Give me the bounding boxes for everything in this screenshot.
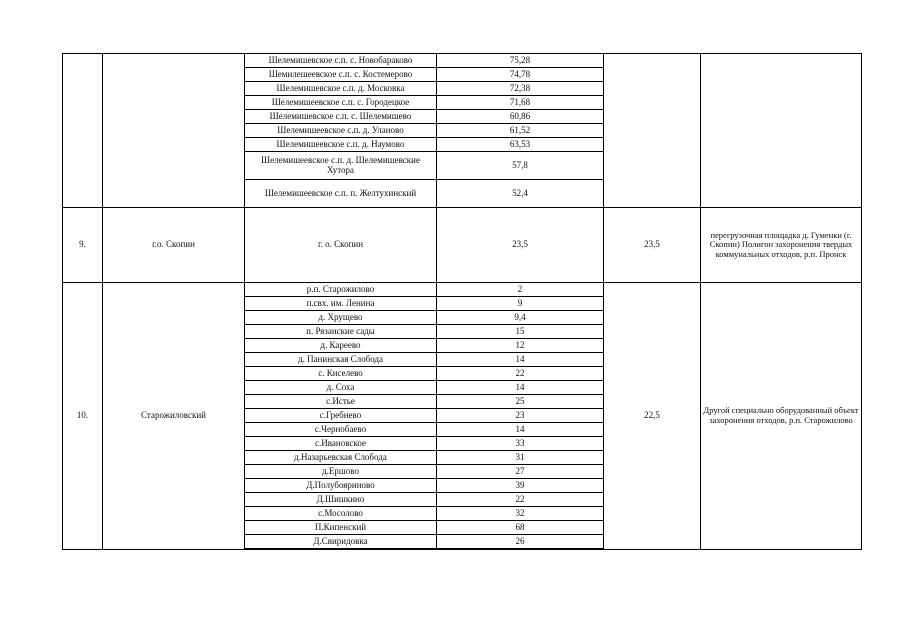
locality-cell: Шелемишеевское с.п. д. Уланово <box>245 124 437 138</box>
distance-cell: 74,78 <box>437 68 604 82</box>
distance-cell: 9,4 <box>437 311 604 325</box>
distance-cell: 71,68 <box>437 96 604 110</box>
locality-cell: с. Киселево <box>245 367 437 381</box>
locality-cell: Д.Полубояриново <box>245 479 437 493</box>
distance-cell: 33 <box>437 437 604 451</box>
locality-cell: д.Назарьевская Слобода <box>245 451 437 465</box>
locality-cell: д.Ершово <box>245 465 437 479</box>
locality-cell: с.Чернобаево <box>245 423 437 437</box>
table-row <box>63 208 862 283</box>
distance-cell: 9 <box>437 297 604 311</box>
average-cell: 23,5 <box>604 208 701 283</box>
locality-cell: г. о. Скопин <box>245 208 437 283</box>
distance-cell: 72,38 <box>437 82 604 96</box>
distance-cell: 31 <box>437 451 604 465</box>
locality-cell: Шемилешеевское с.п. с. Костемерово <box>245 68 437 82</box>
average-cell <box>604 54 701 208</box>
locality-cell: Шелемишевское с.п. с. Новобараково <box>245 54 437 68</box>
locality-cell: с.Ивановское <box>245 437 437 451</box>
distance-cell: 68 <box>437 521 604 535</box>
table-row <box>63 54 862 68</box>
distance-cell: 12 <box>437 339 604 353</box>
locality-cell: с.Истье <box>245 395 437 409</box>
district-cell: Старожиловский <box>103 283 245 550</box>
distance-cell: 14 <box>437 381 604 395</box>
locality-cell: д. Хрущево <box>245 311 437 325</box>
distance-cell: 26 <box>437 535 604 550</box>
number-cell: 10. <box>63 283 103 550</box>
locality-cell: П.Кипенский <box>245 521 437 535</box>
locality-cell: Д.Шишкино <box>245 493 437 507</box>
locality-cell: п. Рязанские сады <box>245 325 437 339</box>
locality-cell: Шелемишевское с.п. д. Московка <box>245 82 437 96</box>
locality-cell: Шелемишеевское с.п. с. Городецкое <box>245 96 437 110</box>
locality-cell: д. Кареево <box>245 339 437 353</box>
number-cell <box>63 54 103 208</box>
distance-cell: 14 <box>437 423 604 437</box>
distance-cell: 22 <box>437 367 604 381</box>
distance-cell: 25 <box>437 395 604 409</box>
locality-cell: Шелемишеевское с.п. д. Шелемишевские Хутора <box>245 152 437 180</box>
locality-cell: Шелемишевское с.п. с. Шелемишево <box>245 110 437 124</box>
distance-cell: 75,28 <box>437 54 604 68</box>
district-cell <box>103 54 245 208</box>
locality-cell: д. Соха <box>245 381 437 395</box>
locality-cell: д. Панинская Слобода <box>245 353 437 367</box>
locality-cell: с.Гребнево <box>245 409 437 423</box>
distance-cell: 2 <box>437 283 604 297</box>
distance-cell: 23 <box>437 409 604 423</box>
distance-cell: 22 <box>437 493 604 507</box>
locality-cell: с.Мосолово <box>245 507 437 521</box>
table-row <box>63 283 862 297</box>
distance-cell: 32 <box>437 507 604 521</box>
locality-cell: Шелемишеевское с.п. п. Желтухинский <box>245 180 437 208</box>
distance-table <box>62 53 862 550</box>
distance-cell: 61,52 <box>437 124 604 138</box>
distance-cell: 39 <box>437 479 604 493</box>
distance-cell: 15 <box>437 325 604 339</box>
locality-cell: р.п. Старожилово <box>245 283 437 297</box>
distance-cell: 52,4 <box>437 180 604 208</box>
district-cell: г.о. Скопин <box>103 208 245 283</box>
locality-cell: п.свх. им. Ленина <box>245 297 437 311</box>
distance-cell: 63,53 <box>437 138 604 152</box>
destination-cell: Другой специально оборудованный объект захоронения отходов, р.п. Старожилово <box>701 283 862 550</box>
destination-cell <box>701 54 862 208</box>
distance-cell: 57,8 <box>437 152 604 180</box>
distance-cell: 23,5 <box>437 208 604 283</box>
distance-cell: 60,86 <box>437 110 604 124</box>
locality-cell: Д.Свиридовка <box>245 535 437 550</box>
number-cell: 9. <box>63 208 103 283</box>
distance-cell: 27 <box>437 465 604 479</box>
locality-cell: Шелемишеевское с.п. д. Наумово <box>245 138 437 152</box>
distance-cell: 14 <box>437 353 604 367</box>
destination-cell: перегрузочная площадка д. Гуменки (г. Скопин) Полигон захоронения твердых коммунальных отходов, р.п. Пронск <box>701 208 862 283</box>
average-cell: 22,5 <box>604 283 701 550</box>
